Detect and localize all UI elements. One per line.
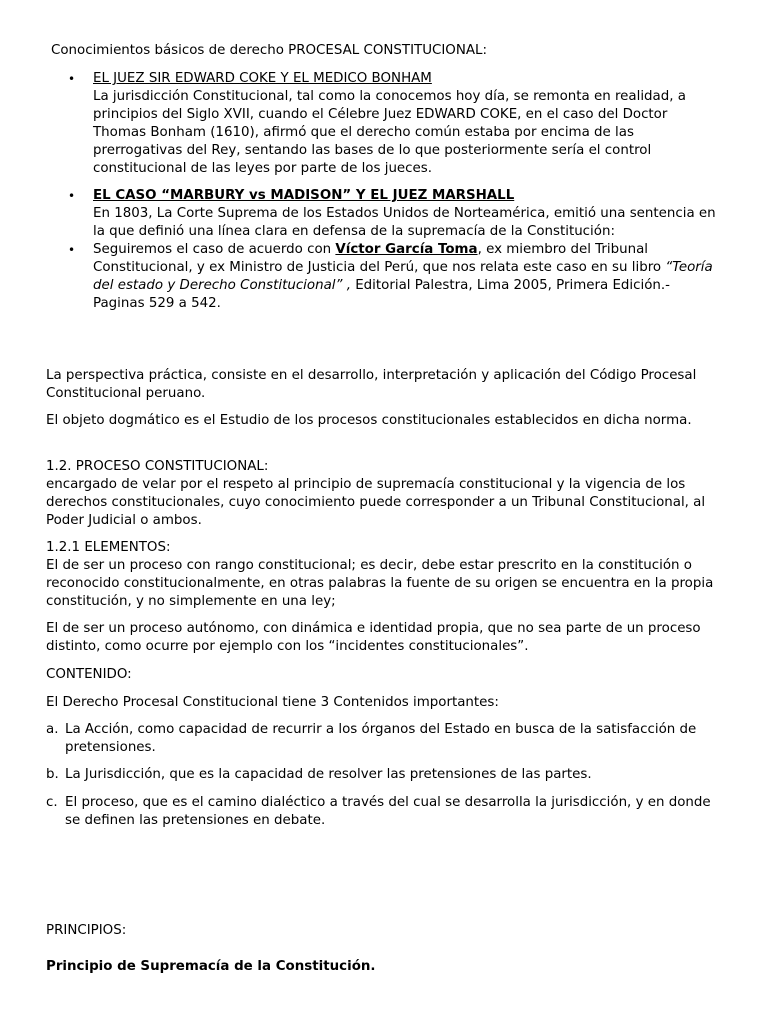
list-item-jurisdiccion <box>46 766 726 784</box>
bullet-heading-marbury: EL CASO “MARBURY vs MADISON” Y EL JUEZ MARSHALL <box>93 188 515 203</box>
paragraph-objeto: El objeto dogmático es el Estudio de los procesos constitucionales establecidos en dicha norma. <box>46 413 692 428</box>
bullet-icon: • <box>68 189 76 203</box>
list-item-text: La Acción, como capacidad de recurrir a los órganos del Estado en busca de la satisfacción de pretensiones. <box>65 722 697 755</box>
section-elementos <box>46 539 726 611</box>
bullet-text-middle: , ex miembro del Tribunal Constitucional, y ex Ministro de Justicia del Perú, que nos relata este caso en su libro <box>93 242 666 275</box>
list-marker: c. <box>46 795 58 810</box>
list-marker: b. <box>46 767 59 782</box>
bullet-text-after: Editorial Palestra, Lima 2005, Primera Edición.- Paginas 529 a 542. <box>93 278 670 311</box>
intro-line: Conocimientos básicos de derecho PROCESAL CONSTITUCIONAL: <box>51 43 487 58</box>
paragraph-autonomo: El de ser un proceso autónomo, con dinámica e identidad propia, que no sea parte de un proceso distinto, como ocurre por ejemplo con los “incidentes constitucionales”. <box>46 621 701 654</box>
author-name: Víctor García Toma <box>335 242 478 257</box>
book-title: “Teoría del estado y Derecho Constitucional” , <box>93 260 713 293</box>
list-item-proceso <box>46 794 726 830</box>
section-text-proceso: encargado de velar por el respeto al principio de supremacía constitucional y la vigencia de los derechos constitucionales, cuyo conocimiento puede corresponder a un Tribunal Constitucional, al Poder Judicial o ambos. <box>46 477 706 528</box>
bullet-item-coke <box>0 70 719 178</box>
section-heading-contenido: CONTENIDO: <box>46 667 132 682</box>
principle-supremacia: Principio de Supremacía de la Constitución. <box>46 959 376 974</box>
bullet-list <box>0 70 768 313</box>
section-proceso-constitucional <box>46 458 726 530</box>
section-heading-principios: PRINCIPIOS: <box>46 923 127 938</box>
bullet-icon: • <box>68 72 76 86</box>
list-marker: a. <box>46 722 59 737</box>
paragraph-perspectiva: La perspectiva práctica, consiste en el desarrollo, interpretación y aplicación del Código Procesal Constitucional peruano. <box>46 368 697 401</box>
list-item-text: El proceso, que es el camino dialéctico a través del cual se desarrolla la jurisdicción, y en donde se definen las pretensiones en debate. <box>65 795 711 828</box>
bullet-text-before: Seguiremos el caso de acuerdo con <box>93 242 336 257</box>
section-heading-elementos: 1.2.1 ELEMENTOS: <box>46 540 171 555</box>
bullet-item-garcia-toma <box>0 241 719 313</box>
bullet-item-marbury <box>0 187 719 241</box>
bullet-heading-coke: EL JUEZ SIR EDWARD COKE Y EL MEDICO BONHAM <box>93 71 432 86</box>
section-heading-proceso: 1.2. PROCESO CONSTITUCIONAL: <box>46 459 269 474</box>
list-item-accion <box>46 721 726 757</box>
bullet-text-coke: La jurisdicción Constitucional, tal como la conocemos hoy día, se remonta en realidad, a principios del Siglo XVII, cuando el Célebre Juez EDWARD COKE, en el caso del Doctor Thomas Bonham (1610), afirmó que el derecho común estaba por encima de las prerrogativas del Rey, sentando las bases de lo que posteriormente sería el control constitucional de las leyes por parte de los jueces. <box>93 89 686 176</box>
paragraph-contenido-intro: El Derecho Procesal Constitucional tiene 3 Contenidos importantes: <box>46 695 499 710</box>
section-text-elementos: El de ser un proceso con rango constitucional; es decir, debe estar prescrito en la constitución o reconocido constitucionalmente, en otras palabras la fuente de su origen se encuentra en la propia constitución, y no simplemente en una ley; <box>46 558 714 609</box>
bullet-icon: • <box>68 243 76 257</box>
list-item-text: La Jurisdicción, que es la capacidad de resolver las pretensiones de las partes. <box>65 767 592 782</box>
bullet-text-marbury: En 1803, La Corte Suprema de los Estados Unidos de Norteamérica, emitió una sentencia en la que definió una línea clara en defensa de la supremacía de la Constitución: <box>93 206 716 239</box>
